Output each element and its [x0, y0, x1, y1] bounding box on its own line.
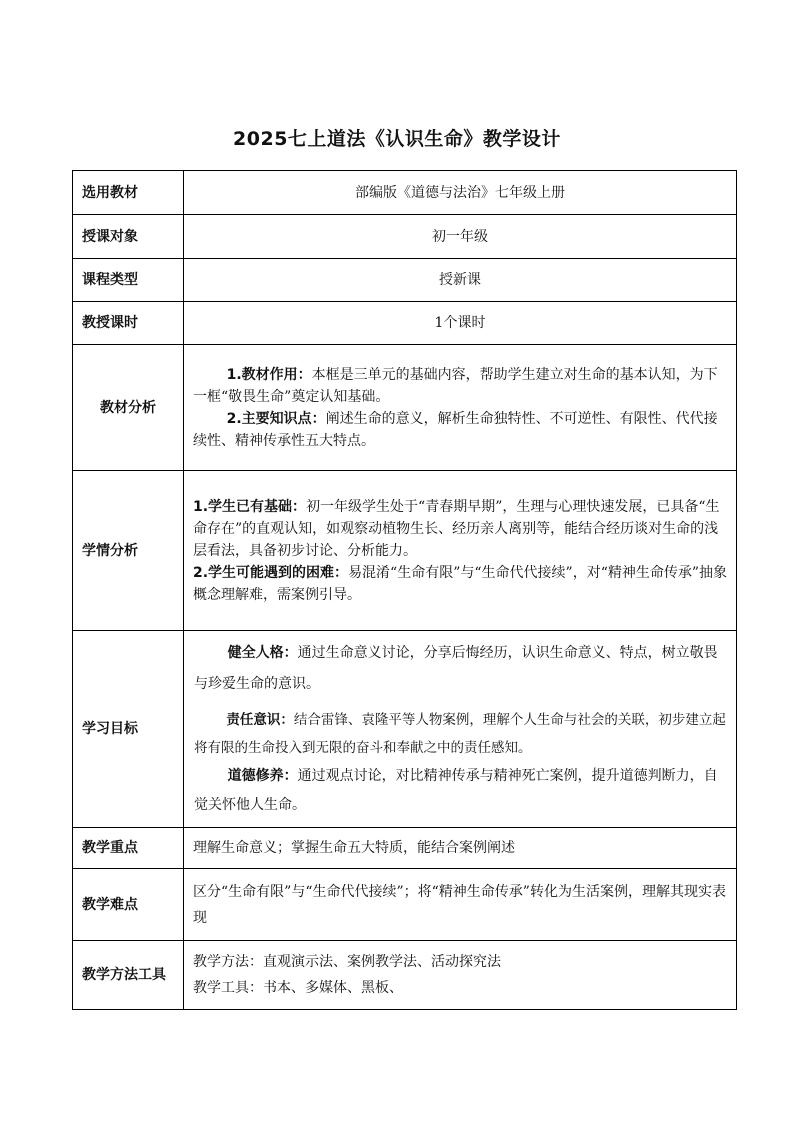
students-paragraph [193, 496, 728, 562]
goals-content [184, 631, 737, 828]
table-row [73, 828, 737, 869]
row-label: 教学重点 [73, 828, 184, 869]
paragraph-text: 初一年级学生处于“青春期早期”，生理与心理快速发展，已具备“生命存在”的直观认知，如观察动植物生长、经历亲人离别等，能结合经历谈对生命的浅层看法，具备初步讨论、分析能力。 [193, 498, 720, 559]
course-type-value: 授新课 [184, 259, 737, 302]
row-label: 学情分析 [73, 471, 184, 631]
page-title: 2025七上道法《认识生命》教学设计 [233, 128, 561, 150]
bold-lead: 2.主要知识点： [226, 410, 326, 427]
bold-lead: 责任意识： [226, 712, 294, 728]
analysis-paragraph [193, 364, 728, 408]
students-content [184, 471, 737, 631]
bold-lead: 道德修养： [227, 768, 298, 784]
table-row [73, 471, 737, 631]
bold-lead: 健全人格： [227, 645, 298, 661]
students-paragraph [193, 562, 728, 606]
paragraph-text: 通过生命意义讨论，分享后悔经历，认识生命意义、特点，树立敬畏与珍爱生命的意识。 [194, 645, 718, 692]
key-points-value: 理解生命意义；掌握生命五大特质，能结合案例阐述 [184, 828, 737, 869]
row-label: 教授课时 [73, 302, 184, 345]
goal-paragraph [194, 762, 728, 820]
row-label: 教学方法工具 [73, 941, 184, 1010]
lesson-plan-table [72, 170, 737, 1010]
methods-line: 教学方法：直观演示法、案例教学法、活动探究法 [193, 954, 501, 970]
row-label: 教材分析 [73, 345, 184, 471]
table-row [73, 869, 737, 941]
paragraph-text: 阐述生命的意义，解析生命独特性、不可逆性、有限性、代代接续性、精神传承性五大特点。 [193, 410, 718, 449]
tools-line: 教学工具：书本、多媒体、黑板、 [193, 980, 403, 996]
row-label: 学习目标 [73, 631, 184, 828]
table-row [73, 345, 737, 471]
paragraph-text: 通过观点讨论，对比精神传承与精神死亡案例，提升道德判断力，自觉关怀他人生命。 [194, 768, 718, 813]
difficulties-value: 区分“生命有限”与“生命代代接续”；将“精神生命传承”转化为生活案例，理解其现实表现 [184, 869, 737, 941]
goal-paragraph [194, 638, 728, 700]
bold-lead: 1.教材作用： [226, 366, 312, 383]
bold-lead: 2.学生可能遇到的困难： [193, 564, 349, 581]
table-row [73, 171, 737, 215]
table-row [73, 259, 737, 302]
audience-value: 初一年级 [184, 215, 737, 259]
table-row [73, 631, 737, 828]
paragraph-text: 结合雷锋、袁隆平等人物案例，理解个人生命与社会的关联，初步建立起将有限的生命投入到无限的奋斗和奉献之中的责任感知。 [194, 712, 726, 756]
table-row [73, 302, 737, 345]
bold-lead: 1.学生已有基础： [193, 498, 307, 515]
analysis-paragraph [193, 408, 728, 452]
table-row [73, 215, 737, 259]
analysis-content [184, 345, 737, 471]
textbook-value: 部编版《道德与法治》七年级上册 [184, 171, 737, 215]
table-row [73, 941, 737, 1010]
goal-paragraph [194, 706, 728, 762]
row-label: 授课对象 [73, 215, 184, 259]
row-label: 课程类型 [73, 259, 184, 302]
paragraph-text: 易混淆“生命有限”与“生命代代接续”，对“精神生命传承”抽象概念理解难，需案例引导。 [193, 564, 728, 603]
paragraph-text: 本框是三单元的基础内容，帮助学生建立对生命的基本认知，为下一框“敬畏生命”奠定认知基础。 [193, 366, 718, 405]
row-label: 教学难点 [73, 869, 184, 941]
row-label: 选用教材 [73, 171, 184, 215]
periods-value: 1个课时 [184, 302, 737, 345]
methods-content [184, 941, 737, 1010]
